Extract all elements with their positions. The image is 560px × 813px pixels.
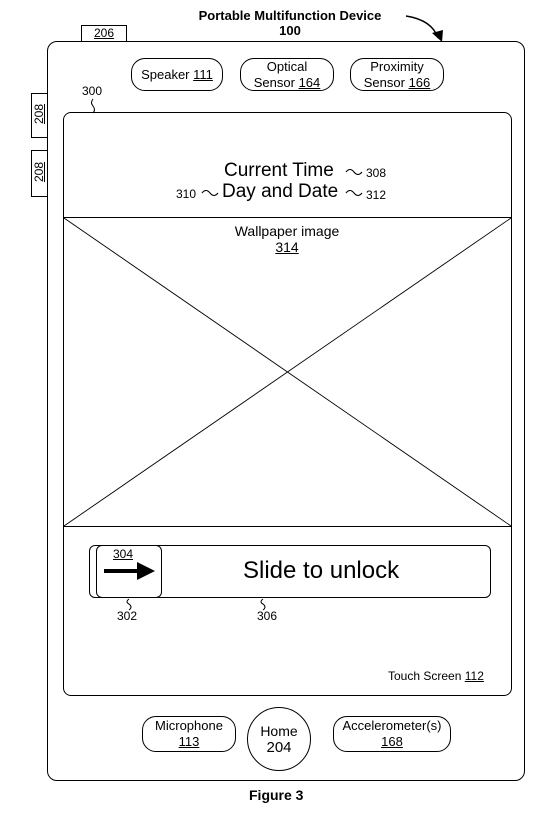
screen-ref-leader — [92, 99, 95, 113]
track-ref: 306 — [257, 609, 278, 623]
accelerometer-ref: 168 — [381, 734, 403, 749]
screen-ref: 300 — [82, 84, 103, 98]
current-time-ref: 308 — [366, 166, 387, 180]
touch-screen-label: Touch Screen 112 — [388, 669, 484, 683]
day-date-left-squiggle — [202, 191, 218, 196]
device-title-text: Portable Multifunction Device — [198, 8, 382, 23]
day-and-date: Day and Date — [222, 181, 339, 202]
knob-label-ref: 302 — [117, 609, 138, 623]
current-time-squiggle — [346, 170, 362, 175]
track-label-leader — [261, 599, 265, 610]
wallpaper-label: Wallpaper image — [234, 223, 340, 239]
proximity-sensor-line1: Proximity — [370, 58, 424, 74]
home-label: Home — [260, 722, 298, 739]
optical-sensor-line2: Sensor 164 — [253, 74, 321, 90]
current-time: Current Time — [224, 160, 334, 181]
slide-to-unlock-text: Slide to unlock — [243, 557, 400, 584]
slider-arrowhead — [137, 562, 155, 580]
speaker-label: Speaker 111 — [141, 66, 213, 82]
knob-label-leader — [127, 599, 131, 610]
volume-button-lower-ref: 208 — [32, 161, 46, 183]
device-pointer-arrow — [406, 16, 438, 38]
speaker-ref: 111 — [193, 66, 213, 82]
optical-sensor-ref: 164 — [298, 74, 321, 90]
knob-ref: 304 — [113, 547, 134, 561]
day-date-ref-right: 312 — [366, 188, 387, 202]
touch-screen-ref: 112 — [464, 669, 484, 683]
day-date-ref-left: 310 — [176, 187, 197, 201]
figure-caption: Figure 3 — [249, 787, 304, 803]
device-title-ref: 100 — [279, 23, 301, 38]
optical-sensor-line1: Optical — [266, 58, 308, 74]
microphone-ref: 113 — [178, 734, 200, 749]
accelerometer-label: Accelerometer(s) — [342, 718, 442, 733]
top-button-ref: 206 — [93, 26, 115, 40]
proximity-sensor-ref: 166 — [408, 74, 431, 90]
microphone-label: Microphone — [155, 718, 223, 733]
proximity-sensor-line2: Sensor 166 — [363, 74, 431, 90]
volume-button-upper-ref: 208 — [32, 103, 46, 125]
device-pointer-arrowhead — [432, 30, 443, 42]
wallpaper-ref: 314 — [275, 239, 299, 255]
day-date-right-squiggle — [346, 191, 362, 196]
home-ref: 204 — [266, 738, 292, 756]
